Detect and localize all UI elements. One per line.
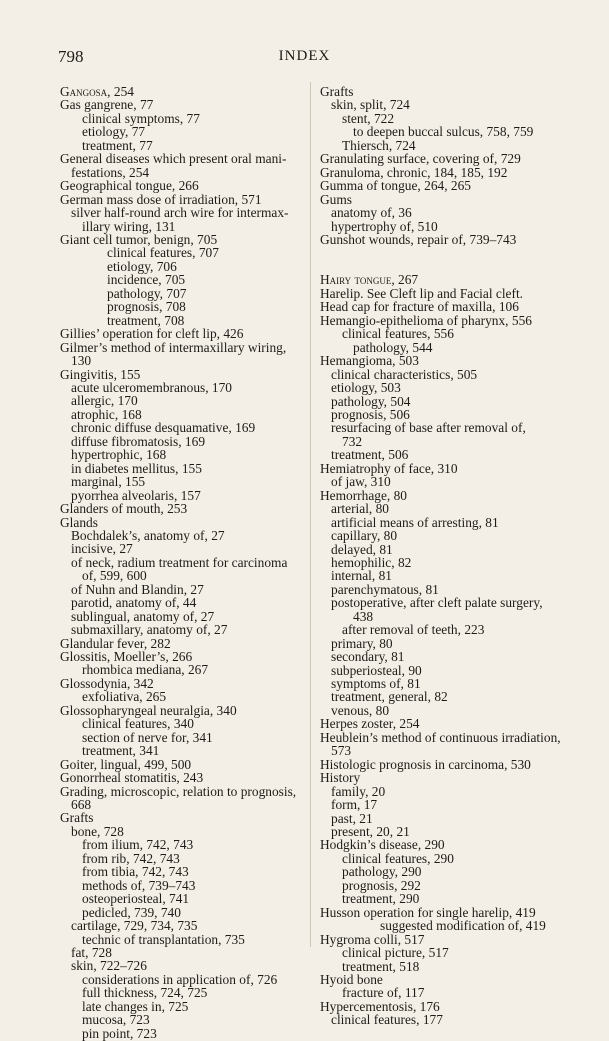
index-entry: Gumma of tongue, 264, 265 <box>320 178 471 194</box>
index-entry: treatment, 506 <box>331 447 409 463</box>
index-entry: Hygroma colli, 517 <box>320 931 425 947</box>
index-entry: silver half-round arch wire for intermax- <box>71 205 289 221</box>
index-entry: arterial, 80 <box>331 501 389 517</box>
index-entry: Gonorrheal stomatitis, 243 <box>60 770 204 786</box>
index-entry: in diabetes mellitus, 155 <box>71 460 202 476</box>
index-entry: Hairy tongue, 267 <box>320 272 419 288</box>
index-entry: acute ulceromembranous, 170 <box>71 379 233 395</box>
index-entry: prognosis, 506 <box>331 406 410 422</box>
index-entry: pedicled, 739, 740 <box>82 904 181 920</box>
index-entry: symptoms of, 81 <box>331 676 421 692</box>
index-entry: of Nuhn and Blandin, 27 <box>71 581 204 597</box>
index-entry: resurfacing of base after removal of, <box>331 420 526 436</box>
index-entry: Goiter, lingual, 499, 500 <box>60 756 192 772</box>
index-entry: skin, split, 724 <box>331 97 410 113</box>
index-entry: clinical picture, 517 <box>342 945 449 961</box>
index-entry: parenchymatous, 81 <box>331 581 439 597</box>
index-entry: stent, 722 <box>342 110 395 126</box>
index-entry: hypertrophy of, 510 <box>331 218 438 234</box>
index-entry: cartilage, 729, 734, 735 <box>71 918 198 934</box>
index-entry: Hypercementosis, 176 <box>320 998 440 1014</box>
index-entry: Harelip. See Cleft lip and Facial cleft. <box>320 285 524 301</box>
index-entry: Giant cell tumor, benign, 705 <box>60 231 218 247</box>
index-entry: technic of transplantation, 735 <box>82 931 245 947</box>
index-entry: pathology, 290 <box>342 864 422 880</box>
index-entry: treatment, 77 <box>82 137 153 153</box>
index-entry: etiology, 503 <box>331 380 401 396</box>
index-entry: treatment, 290 <box>342 891 420 907</box>
index-entry: Gingivitis, 155 <box>60 366 141 382</box>
index-entry: Grafts <box>60 810 94 826</box>
index-entry: exfoliativa, 265 <box>82 689 167 705</box>
index-entry: sublingual, anatomy of, 27 <box>71 608 215 624</box>
index-entry: capillary, 80 <box>331 528 398 544</box>
index-entry: pathology, 504 <box>331 393 411 409</box>
index-entry: hypertrophic, 168 <box>71 447 167 463</box>
index-entry: family, 20 <box>331 783 386 799</box>
index-entry: Glanders of mouth, 253 <box>60 501 188 517</box>
index-entry: History <box>320 770 361 786</box>
index-entry: Bochdalek’s, anatomy of, 27 <box>71 527 225 543</box>
index-entry: section of nerve for, 341 <box>82 729 213 745</box>
index-entry: Histologic prognosis in carcinoma, 530 <box>320 756 531 772</box>
index-entry: Heublein’s method of continuous irradiation, <box>320 729 561 745</box>
index-entry: etiology, 706 <box>107 258 177 274</box>
index-entry: late changes in, 725 <box>82 998 189 1014</box>
index-entry: of neck, radium treatment for carcinoma <box>71 554 288 570</box>
index-entry: Hyoid bone <box>320 972 383 987</box>
index-entry: considerations in application of, 726 <box>82 971 278 987</box>
index-entry: to deepen buccal sulcus, 758, 759 <box>353 124 534 140</box>
index-entry: treatment, 518 <box>342 958 420 974</box>
index-entry: Gillies’ operation for cleft lip, 426 <box>60 326 244 342</box>
index-entry: chronic diffuse desquamative, 169 <box>71 420 256 436</box>
index-entry: Husson operation for single harelip, 419 <box>320 904 536 920</box>
index-entry: form, 17 <box>331 797 378 813</box>
index-entry: past, 21 <box>331 810 373 826</box>
index-entry: clinical features, 290 <box>342 850 454 866</box>
index-entry: Gas gangrene, 77 <box>60 97 154 113</box>
index-entry: of, 599, 600 <box>82 568 147 584</box>
index-entry: clinical symptoms, 77 <box>82 110 200 126</box>
index-entry: treatment, general, 82 <box>331 689 448 705</box>
index-entry: Hodgkin’s disease, 290 <box>320 837 445 853</box>
index-entry: treatment, 341 <box>82 743 160 759</box>
index-entry: primary, 80 <box>331 635 393 651</box>
index-entry: anatomy of, 36 <box>331 205 412 221</box>
index-entry: full thickness, 724, 725 <box>82 985 208 1001</box>
index-entry: osteoperiosteal, 741 <box>82 891 190 907</box>
index-entry: diffuse fibromatosis, 169 <box>71 433 206 449</box>
index-entry: of jaw, 310 <box>331 474 391 490</box>
index-entry: clinical features, 556 <box>342 326 454 342</box>
index-entry: Grafts <box>320 84 354 99</box>
index-entry: methods of, 739–743 <box>82 877 196 893</box>
index-entry: subperiosteal, 90 <box>331 662 422 678</box>
running-head: INDEX <box>278 48 331 64</box>
index-entry: Glossodynia, 342 <box>60 675 154 691</box>
index-entry: pyorrhea alveolaris, 157 <box>71 487 201 503</box>
index-entry: mucosa, 723 <box>82 1012 150 1028</box>
index-entry: clinical features, 340 <box>82 716 194 732</box>
index-entry: from ilium, 742, 743 <box>82 837 194 853</box>
index-entry: 573 <box>331 743 352 759</box>
index-entry: delayed, 81 <box>331 541 393 557</box>
index-entry: Herpes zoster, 254 <box>320 716 420 732</box>
index-entry: 732 <box>342 433 363 449</box>
index-entry: Hemorrhage, 80 <box>320 487 408 503</box>
index-entry: German mass dose of irradiation, 571 <box>60 191 262 207</box>
column-divider <box>310 82 311 947</box>
index-entry: Hemiatrophy of face, 310 <box>320 460 458 476</box>
index-entry: present, 20, 21 <box>331 824 410 840</box>
index-entry: Glandular fever, 282 <box>60 635 171 651</box>
index-entry: festations, 254 <box>71 164 150 180</box>
index-entry: venous, 80 <box>331 702 390 718</box>
index-entry: 438 <box>353 608 374 624</box>
index-entry: Hemangio-epithelioma of pharynx, 556 <box>320 312 532 328</box>
index-entry: postoperative, after cleft palate surgery, <box>331 595 543 611</box>
index-entry: Hemangioma, 503 <box>320 353 419 369</box>
index-entry: Granuloma, chronic, 184, 185, 192 <box>320 164 508 180</box>
section-gap <box>320 246 576 273</box>
index-entry: after removal of teeth, 223 <box>342 622 485 638</box>
index-entry: atrophic, 168 <box>71 406 142 422</box>
index-entry: Glossitis, Moeller’s, 266 <box>60 649 193 665</box>
index-entry: marginal, 155 <box>71 474 146 490</box>
index-entry: Geographical tongue, 266 <box>60 178 199 194</box>
index-entry: hemophilic, 82 <box>331 554 412 570</box>
index-entry: Head cap for fracture of maxilla, 106 <box>320 299 519 315</box>
index-entry: Gunshot wounds, repair of, 739–743 <box>320 231 517 247</box>
index-column-left <box>60 85 310 1040</box>
index-entry: General diseases which present oral mani- <box>60 151 287 167</box>
index-entry: incisive, 27 <box>71 541 133 557</box>
index-entry: fat, 728 <box>71 945 112 960</box>
index-entry: 130 <box>71 353 92 369</box>
index-entry: Glands <box>60 514 98 530</box>
index-entry: clinical characteristics, 505 <box>331 366 478 382</box>
index-column-right <box>320 85 576 1027</box>
index-entry: allergic, 170 <box>71 393 138 409</box>
index-entry: from tibia, 742, 743 <box>82 864 189 880</box>
index-entry: prognosis, 708 <box>107 299 186 315</box>
index-entry: Glossopharyngeal neuralgia, 340 <box>60 702 237 718</box>
index-entry: parotid, anatomy of, 44 <box>71 595 197 611</box>
index-entry: pin point, 723 <box>82 1025 157 1041</box>
index-entry: skin, 722–726 <box>71 958 147 974</box>
index-entry: illary wiring, 131 <box>82 218 176 234</box>
index-entry: submaxillary, anatomy of, 27 <box>71 622 228 638</box>
index-entry: Granulating surface, covering of, 729 <box>320 151 521 167</box>
index-entry: treatment, 708 <box>107 312 185 328</box>
index-entry: secondary, 81 <box>331 649 405 665</box>
index-entry: artificial means of arresting, 81 <box>331 514 499 530</box>
index-entry: clinical features, 707 <box>107 245 219 261</box>
index-entry: Gums <box>320 191 352 207</box>
index-entry: etiology, 77 <box>82 124 146 140</box>
index-entry: Gangosa, 254 <box>60 84 134 99</box>
index-entry: Thiersch, 724 <box>342 137 416 153</box>
index-entry: clinical features, 177 <box>331 1012 443 1028</box>
index-entry: from rib, 742, 743 <box>82 850 180 866</box>
index-entry: 668 <box>71 797 92 813</box>
index-entry: suggested modification of, 419 <box>380 918 546 934</box>
index-entry: pathology, 707 <box>107 285 187 301</box>
index-entry: Gilmer’s method of intermaxillary wiring, <box>60 339 287 355</box>
index-entry: prognosis, 292 <box>342 877 421 893</box>
index-entry: rhombica mediana, 267 <box>82 662 209 678</box>
page-number: 798 <box>58 47 84 66</box>
index-entry: Grading, microscopic, relation to prognosis, <box>60 783 297 799</box>
index-entry: internal, 81 <box>331 568 392 584</box>
index-entry: bone, 728 <box>71 823 124 839</box>
index-entry: pathology, 544 <box>353 339 433 355</box>
index-entry: incidence, 705 <box>107 272 186 288</box>
index-entry: fracture of, 117 <box>342 985 425 1001</box>
